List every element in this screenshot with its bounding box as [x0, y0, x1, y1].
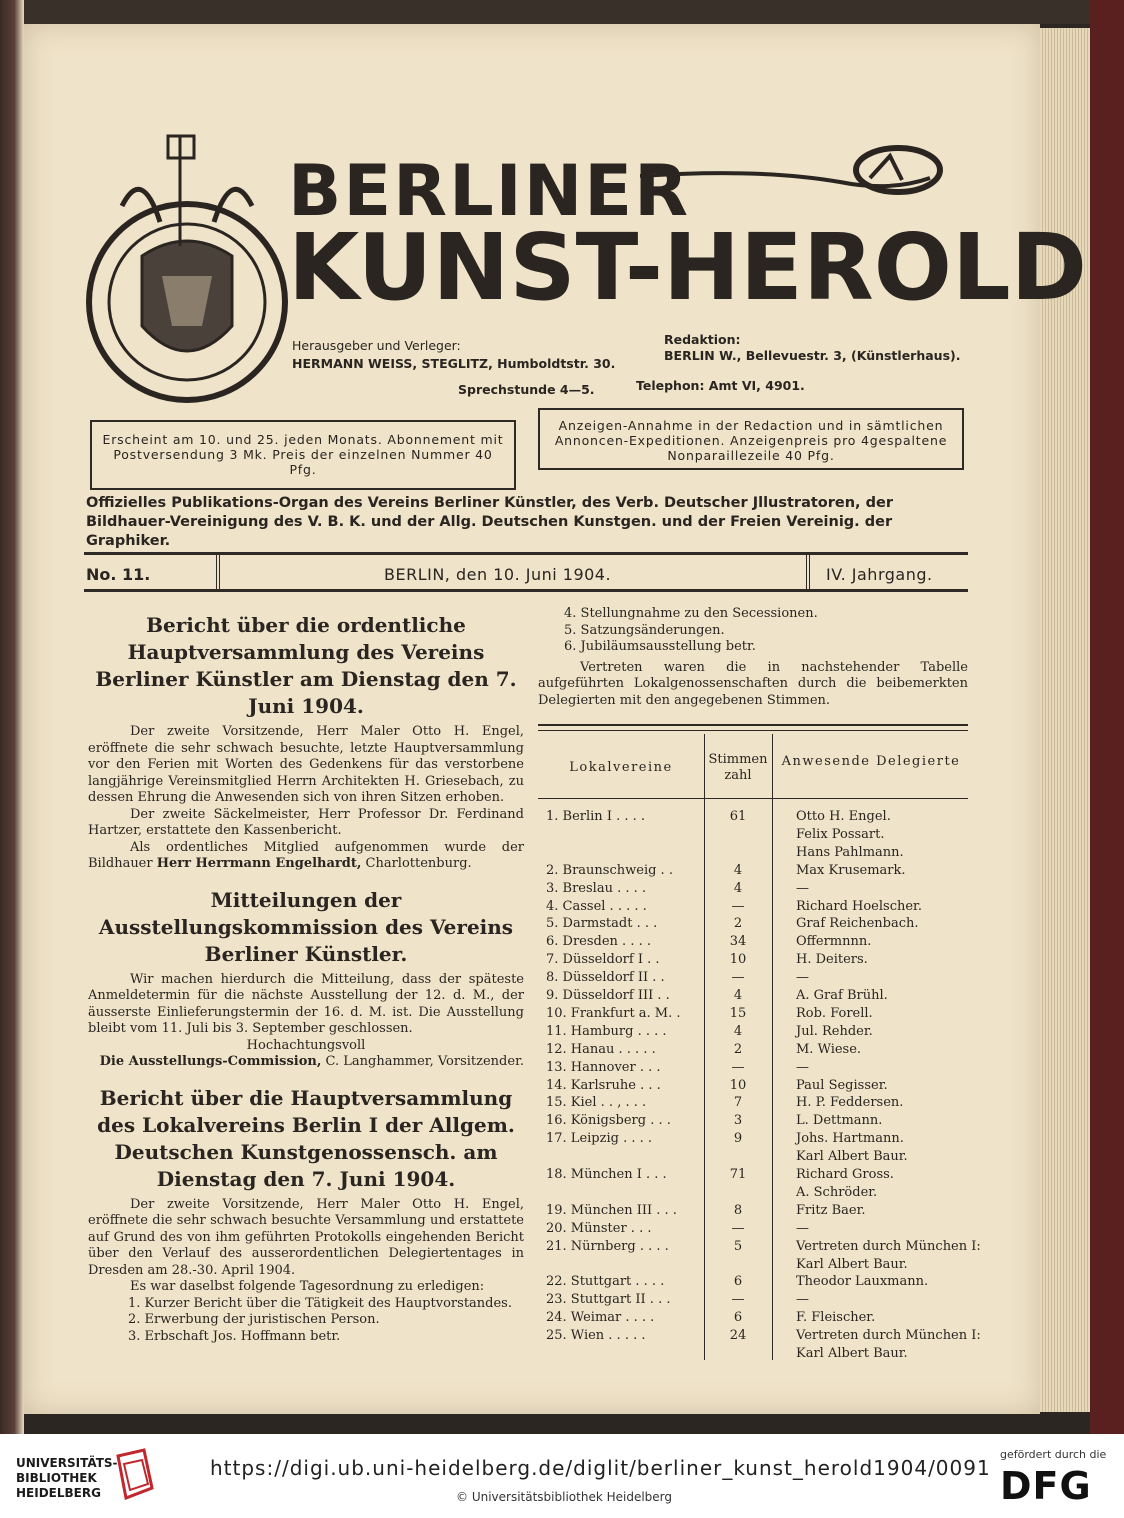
agenda-item: 1. Kurzer Bericht über die Tätigkeit des Hauptvorstandes.	[128, 1295, 512, 1311]
publisher-label: Herausgeber und Verleger:	[292, 338, 461, 353]
table-cell-num: —	[731, 1059, 745, 1075]
table-row	[538, 1327, 981, 1345]
table-row	[538, 1345, 968, 1363]
issue-bar-divider	[806, 555, 810, 589]
table-cell-name: 12. Hanau . . . . .	[546, 1041, 656, 1057]
table-cell-num: —	[731, 1220, 745, 1236]
table-cell-name: 3. Breslau . . . .	[546, 880, 647, 896]
table-row	[538, 1130, 968, 1148]
table-cell-del: Offermnnn.	[796, 934, 872, 950]
table-cell-num: 24	[729, 1328, 747, 1344]
table-cell-name: 1. Berlin I . . . .	[546, 809, 646, 824]
library-logo-icon	[114, 1448, 156, 1502]
table-row	[538, 969, 968, 987]
title-ornament	[640, 138, 950, 202]
table-cell-name: 4. Cassel . . . . .	[546, 898, 647, 914]
viewer-footer	[0, 1434, 1124, 1518]
telephone: Telephon: Amt VI, 4901.	[636, 378, 805, 393]
table-rule	[538, 730, 968, 731]
table-row	[538, 898, 968, 916]
column-header-delegierte: Anwesende Delegierte	[781, 754, 961, 769]
table-cell-num: 6	[733, 1274, 743, 1290]
table-intro: Vertreten waren die in nachstehender Tabelle aufgeführten Lokalgenossenschaften durch die beibemerkten Delegierten mit den angegebenen Stimmen.	[538, 659, 968, 708]
advertising-box: Anzeigen-Annahme in der Redaction und in sämtlichen Annoncen-Expeditionen. Anzeigenpreis pro 4gespaltene Nonparaillezeile 40 Pfg.	[538, 408, 964, 470]
table-rule	[538, 798, 968, 799]
table-row	[538, 951, 968, 969]
association-emblem	[82, 126, 292, 408]
table-cell-del: H. P. Feddersen.	[796, 1095, 904, 1111]
delegates-table	[538, 724, 981, 1364]
issue-date: BERLIN, den 10. Juni 1904.	[384, 565, 612, 584]
table-row	[538, 1077, 968, 1095]
table-cell-del: Felix Possart.	[796, 826, 885, 842]
table-cell-name: 7. Düsseldorf I . .	[546, 952, 660, 968]
table-cell-name: 10. Frankfurt a. M. .	[546, 1005, 681, 1021]
table-row	[538, 915, 968, 933]
table-cell-name: 11. Hamburg . . . .	[546, 1023, 667, 1039]
table-cell-del: Vertreten durch München I:	[796, 1238, 981, 1254]
table-cell-del: —	[796, 1292, 809, 1308]
table-cell-del: Vertreten durch München I:	[796, 1328, 981, 1344]
table-cell-del: Max Krusemark.	[796, 862, 906, 878]
table-cell-num: 34	[729, 934, 747, 950]
subscription-box: Erscheint am 10. und 25. jeden Monats. Abonnement mit Postversendung 3 Mk. Preis der einzelnen Nummer 40 Pfg.	[90, 420, 516, 490]
text-run: Als ordentliches Mitglied aufgenommen wurde der Bildhauer	[88, 839, 524, 871]
table-row	[538, 1166, 968, 1184]
table-cell-name: 22. Stuttgart . . . .	[546, 1274, 665, 1290]
editor-address: BERLIN W., Bellevuestr. 3, (Künstlerhaus).	[664, 348, 961, 363]
table-cell-num: 5	[733, 1238, 743, 1254]
signature	[88, 1054, 524, 1071]
greeting: Hochachtungsvoll	[246, 1037, 366, 1053]
table-cell-name: 24. Weimar . . . .	[546, 1310, 655, 1326]
table-cell-num: 2	[733, 916, 743, 932]
table-cell-del: Otto H. Engel.	[796, 809, 891, 824]
table-cell-name: 6. Dresden . . . .	[546, 934, 651, 950]
table-cell-name: 8. Düsseldorf II . .	[546, 970, 665, 986]
table-cell-num: 8	[733, 1202, 743, 1218]
table-cell-del: A. Schröder.	[796, 1184, 878, 1200]
member-name: Herr Herrmann Engelhardt,	[156, 856, 362, 871]
issue-bar-divider	[216, 555, 220, 589]
table-cell-del: —	[796, 880, 809, 896]
agenda-item: 5. Satzungsänderungen.	[564, 622, 725, 638]
article-1-paragraph: Der zweite Vorsitzende, Herr Maler Otto H. Engel, eröffnete die sehr schwach besuchte, letzte Hauptversammlung vor den Ferien mit Worten des Gedenkens für das verstorbene langjährige Vereinsmitglied Herrn Architekten H. Griesebach, zu dessen Ehrung die Anwesenden sich von ihren Sitzen erhoben.	[88, 724, 524, 805]
table-cell-del: Johs. Hartmann.	[796, 1131, 904, 1147]
article-2-heading: Mitteilungen der Ausstellungskommission des Vereins Berliner Künstler.	[98, 887, 514, 966]
table-cell-name: 5. Darmstadt . . .	[546, 916, 658, 932]
table-cell-num: 4	[733, 880, 743, 896]
table-cell-del: Karl Albert Baur.	[796, 1149, 908, 1165]
table-cell-num: 7	[733, 1095, 743, 1111]
table-cell-del: F. Fleischer.	[796, 1310, 876, 1326]
title-line-2: KUNST-HEROLD	[288, 214, 1087, 321]
table-cell-num: 4	[733, 988, 743, 1003]
table-row	[538, 1184, 968, 1202]
left-column	[88, 612, 524, 1345]
office-hours: Sprechstunde 4—5.	[458, 382, 595, 397]
table-cell-del: Graf Reichenbach.	[796, 916, 919, 932]
table-row	[538, 1094, 968, 1112]
table-cell-name: 23. Stuttgart II . . .	[546, 1292, 671, 1308]
table-cell-name: 16. Königsberg . . .	[546, 1113, 671, 1129]
table-cell-del: Richard Gross.	[796, 1167, 894, 1182]
article-3-paragraph: Es war daselbst folgende Tagesordnung zu erledigen:	[130, 1279, 485, 1294]
official-organ-line: Offizielles Publikations-Organ des Vereins Berliner Künstler, des Verb. Deutscher Jllustratoren, der Bildhauer-Vereinigung des V. B. K. und der Allg. Deutschen Kunstgen. und der Freien Vereinig. der Graphiker.	[86, 495, 893, 549]
title-line-1: BERLINER	[288, 150, 691, 232]
agenda-item: 6. Jubiläumsausstellung betr.	[564, 639, 756, 654]
table-cell-name: 17. Leipzig . . . .	[546, 1131, 652, 1147]
table-cell-num: 71	[729, 1167, 747, 1182]
article-3-heading: Bericht über die Hauptversammlung des Lokalvereins Berlin I der Allgem. Deutschen Kunstgenossensch. am Dienstag den 7. Juni 1904.	[97, 1085, 515, 1191]
article-1-heading: Bericht über die ordentliche Hauptversammlung des Vereins Berliner Künstler am Dienstag den 7. Juni 1904.	[95, 613, 517, 718]
table-row	[538, 1148, 968, 1166]
table-cell-num: 2	[733, 1041, 743, 1057]
table-cell-del: M. Wiese.	[796, 1041, 862, 1057]
table-row	[538, 1112, 968, 1130]
article-2-paragraph: Wir machen hierdurch die Mitteilung, dass der späteste Anmeldetermin für die nächste Ausstellung der 12. d. M., der äusserste Einlieferungstermin der 16. d. M. ist. Die Ausstellung bleibt vom 11. Juli bis 3. September geschlossen.	[88, 971, 524, 1036]
table-row	[538, 844, 968, 862]
table-cell-name: 21. Nürnberg . . . .	[546, 1238, 669, 1254]
funding-note: gefördert durch die	[1000, 1448, 1107, 1461]
table-cell-del: Richard Hoelscher.	[796, 898, 922, 914]
article-1-paragraph: Der zweite Säckelmeister, Herr Professor Dr. Ferdinand Hartzer, erstattete den Kassenbericht.	[88, 806, 524, 838]
table-cell-name: 13. Hannover . . .	[546, 1059, 661, 1075]
table-cell-del: Hans Pahlmann.	[796, 844, 904, 860]
column-header-lokalvereine: Lokalvereine	[569, 760, 673, 775]
table-cell-name: 19. München III . . .	[546, 1202, 677, 1218]
text-run: Charlottenburg.	[361, 856, 472, 871]
table-cell-num: 10	[729, 952, 747, 968]
table-cell-num: 6	[733, 1310, 743, 1326]
library-logo-text: UNIVERSITÄTS- BIBLIOTHEK HEIDELBERG	[16, 1456, 118, 1500]
publisher-name: HERMANN WEISS, STEGLITZ, Humboldtstr. 30.	[292, 356, 616, 371]
table-cell-name: 2. Braunschweig . .	[546, 862, 673, 878]
table-row	[538, 1041, 968, 1059]
agenda-item: 2. Erwerbung der juristischen Person.	[128, 1312, 380, 1327]
table-cell-del: H. Deiters.	[796, 952, 868, 968]
table-cell-num: —	[731, 970, 745, 986]
article-1-paragraph	[88, 840, 524, 873]
table-row	[538, 1256, 968, 1274]
table-cell-del: Karl Albert Baur.	[796, 1346, 908, 1361]
table-cell-name: 20. Münster . . .	[546, 1220, 652, 1236]
table-row	[538, 1202, 968, 1220]
table-cell-name: 14. Karlsruhe . . .	[546, 1077, 661, 1093]
signature-org: Die Ausstellungs-Commission,	[99, 1054, 322, 1069]
table-row	[538, 1005, 968, 1023]
table-row	[538, 1220, 968, 1238]
agenda-item: 3. Erbschaft Jos. Hoffmann betr.	[128, 1328, 341, 1344]
table-cell-name: 18. München I . . .	[546, 1167, 667, 1182]
table-cell-del: —	[796, 1220, 809, 1236]
table-row	[538, 1023, 968, 1041]
copyright: © Universitätsbibliothek Heidelberg	[456, 1490, 673, 1504]
table-row	[538, 1309, 968, 1327]
table-cell-del: —	[796, 970, 809, 986]
table-cell-num: 61	[729, 809, 747, 824]
table-row	[538, 808, 968, 826]
right-column	[538, 606, 968, 709]
table-row	[538, 1238, 981, 1256]
table-row	[538, 826, 968, 844]
column-header-stimmenzahl: Stimmenzahl	[708, 752, 768, 783]
table-cell-num: 10	[729, 1077, 747, 1093]
dfg-logo: DFG	[1000, 1464, 1092, 1508]
table-cell-del: Paul Segisser.	[796, 1077, 888, 1093]
table-cell-num: 15	[729, 1005, 747, 1021]
book-cover-left	[0, 0, 24, 1434]
table-row	[538, 862, 968, 880]
table-cell-num: —	[731, 1292, 745, 1308]
book-spine-top	[24, 0, 1090, 24]
table-cell-del: Theodor Lauxmann.	[796, 1274, 929, 1290]
table-cell-name: 25. Wien . . . . .	[546, 1328, 646, 1344]
table-row	[538, 1291, 968, 1309]
table-cell-num: 4	[733, 862, 743, 878]
agenda-item: 4. Stellungnahme zu den Secessionen.	[564, 606, 818, 621]
table-cell-del: L. Dettmann.	[796, 1113, 883, 1129]
issue-number: No. 11.	[86, 565, 151, 584]
table-cell-name: 9. Düsseldorf III . .	[546, 988, 670, 1003]
table-row	[538, 1273, 968, 1291]
table-row	[538, 933, 968, 951]
table-cell-num: 4	[733, 1023, 743, 1039]
table-rule	[538, 724, 968, 726]
table-cell-del: —	[796, 1059, 809, 1075]
table-row	[538, 880, 968, 898]
table-cell-num: 3	[733, 1113, 743, 1129]
signature-name: C. Langhammer, Vorsitzender.	[321, 1054, 524, 1069]
table-row	[538, 1059, 968, 1077]
table-cell-del: Jul. Rehder.	[796, 1023, 873, 1039]
table-cell-del: Rob. Forell.	[796, 1005, 873, 1021]
permalink-url[interactable]: https://digi.ub.uni-heidelberg.de/diglit/berliner_kunst_herold1904/0091	[210, 1456, 991, 1480]
table-row	[538, 987, 968, 1005]
volume: IV. Jahrgang.	[826, 565, 933, 584]
table-cell-del: Fritz Baer.	[796, 1202, 866, 1218]
table-cell-del: A. Graf Brühl.	[796, 988, 888, 1003]
editor-label: Redaktion:	[664, 332, 741, 347]
table-cell-name: 15. Kiel . . , . . .	[546, 1095, 647, 1111]
table-cell-del: Karl Albert Baur.	[796, 1256, 908, 1272]
table-cell-num: —	[731, 898, 745, 914]
table-cell-num: 9	[733, 1131, 743, 1147]
issue-bar	[84, 552, 968, 592]
book-cover-right	[1090, 0, 1124, 1434]
article-3-paragraph: Der zweite Vorsitzende, Herr Maler Otto H. Engel, eröffnete die sehr schwach besuchte Versammlung und erstattete auf Grund des von ihm geführten Protokolls eingehenden Bericht über den Verlauf des ausserordentlichen Delegiertentages in Dresden am 28.-30. April 1904.	[88, 1196, 524, 1278]
